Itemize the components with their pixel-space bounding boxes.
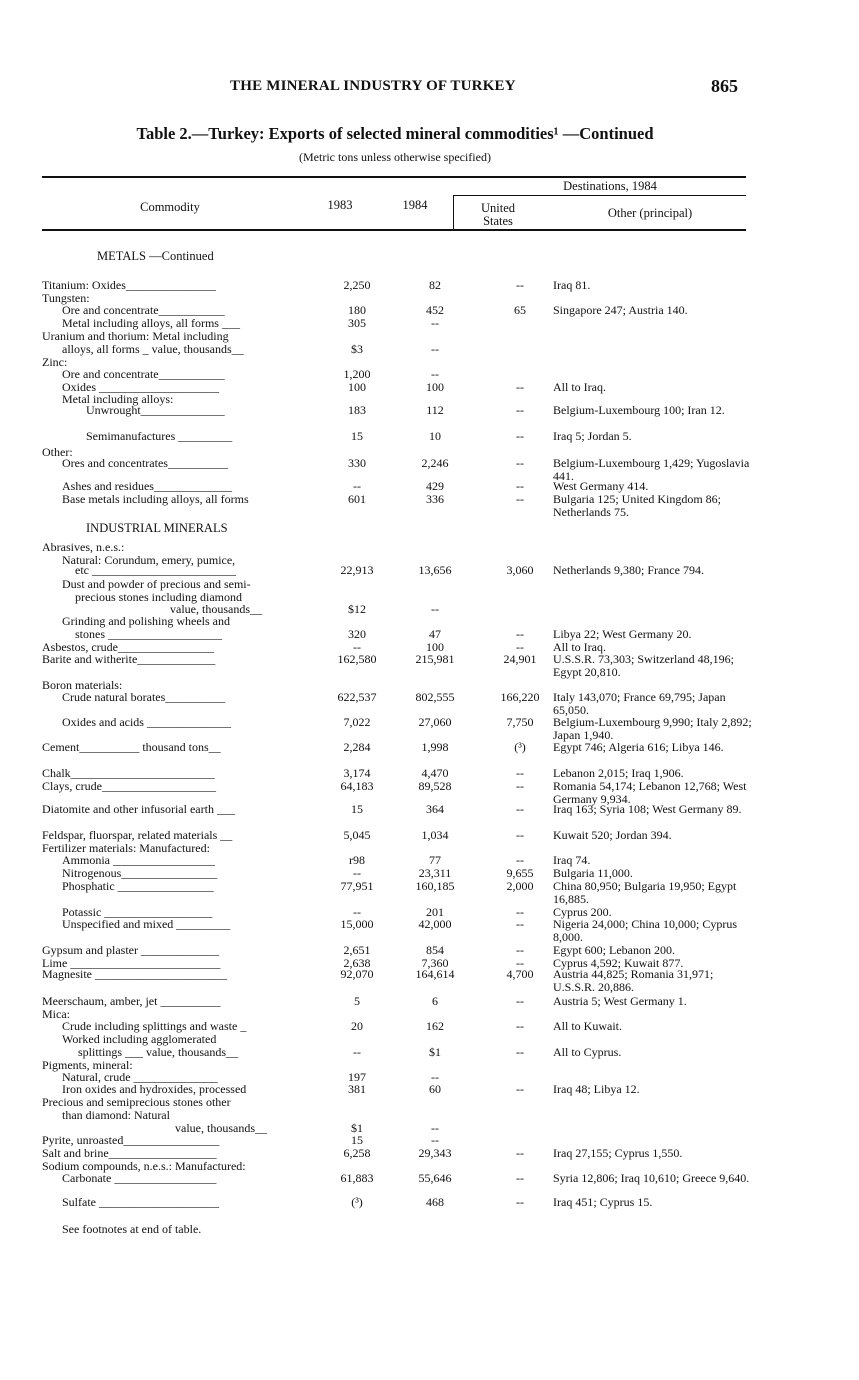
value-1983-cell: $1 [351, 1121, 363, 1135]
other-destinations-cell: Iraq 74. [553, 853, 591, 867]
commodity-cell: Lime _________________________ [42, 956, 221, 970]
value-1984-cell: -- [431, 602, 439, 616]
value-1984-cell: 6 [432, 994, 438, 1008]
value-1983-cell: 601 [348, 492, 366, 506]
value-1983-cell: 7,022 [343, 715, 371, 729]
value-1984-cell: 1,998 [421, 740, 449, 754]
value-1984-cell: 13,656 [418, 563, 452, 577]
other-destinations-cell: Nigeria 24,000; China 10,000; Cyprus 8,000. [553, 917, 737, 944]
us-destination-cell: 166,220 [500, 690, 540, 704]
commodity-cell: Sodium compounds, n.e.s.: Manufactured: [42, 1159, 246, 1173]
value-1984-cell: 100 [426, 640, 444, 654]
commodity-cell: Meerschaum, amber, jet __________ [42, 994, 221, 1008]
value-1983-cell: 320 [348, 627, 366, 641]
header-united: United [480, 201, 516, 215]
value-1984-cell: 47 [429, 627, 441, 641]
other-destinations-cell: U.S.S.R. 73,303; Switzerland 48,196; Egypt 20,810. [553, 652, 735, 679]
other-destinations-cell: Austria 44,825; Romania 31,971; U.S.S.R. 20,886. [553, 967, 714, 994]
commodity-cell: Titanium: Oxides_______________ [42, 278, 216, 292]
value-1983-cell: 22,913 [340, 563, 374, 577]
value-1983-cell: 305 [348, 316, 366, 330]
value-1983-cell: 2,638 [343, 956, 371, 970]
value-1983-cell: 197 [348, 1070, 366, 1084]
table-row [0, 1172, 859, 1186]
value-1984-cell: 336 [426, 492, 444, 506]
us-destination-cell: -- [516, 905, 524, 919]
us-destination-cell: -- [516, 640, 524, 654]
value-1984-cell: -- [431, 316, 439, 330]
value-1984-cell: 10 [429, 429, 441, 443]
us-destination-cell: -- [516, 479, 524, 493]
us-destination-cell: 7,750 [506, 715, 534, 729]
value-1983-cell: 381 [348, 1082, 366, 1096]
commodity-cell: etc ________________________ [75, 563, 236, 577]
section-heading [0, 250, 859, 264]
us-destination-cell: 2,000 [506, 879, 534, 893]
commodity-cell: value, thousands__ [175, 1121, 267, 1135]
footnote: See footnotes at end of table. [62, 1222, 202, 1236]
value-1984-cell: 7,360 [421, 956, 449, 970]
value-1984-cell: 60 [429, 1082, 441, 1096]
us-destination-cell: -- [516, 1146, 524, 1160]
running-head: THE MINERAL INDUSTRY OF TURKEY [230, 78, 516, 94]
commodity-cell: Tungsten: [42, 291, 90, 305]
other-destinations-cell: Iraq 81. [553, 278, 591, 292]
commodity-cell: Metal including alloys: [62, 392, 174, 406]
commodity-cell: METALS —Continued [97, 249, 214, 263]
value-1984-cell: 23,311 [418, 866, 452, 880]
table-row [0, 492, 859, 519]
value-1983-cell: 330 [348, 456, 366, 470]
commodity-cell: Unwrought______________ [86, 403, 225, 417]
other-destinations-cell: Syria 12,806; Iraq 10,610; Greece 9,640. [553, 1171, 750, 1185]
us-destination-cell: -- [516, 1195, 524, 1209]
value-1983-cell: 6,258 [343, 1146, 371, 1160]
table-row [0, 456, 859, 483]
value-1983-cell: -- [353, 640, 361, 654]
commodity-cell: Ore and concentrate___________ [62, 303, 225, 317]
commodity-cell: Mica: [42, 1007, 70, 1021]
other-destinations-cell: Romania 54,174; Lebanon 12,768; West Germany 9,934. [553, 779, 747, 806]
us-destination-cell: -- [516, 994, 524, 1008]
commodity-cell: Precious and semiprecious stones other [42, 1095, 231, 1109]
header-commodity: Commodity [140, 200, 200, 214]
commodity-cell: Cement__________ thousand tons__ [42, 740, 221, 754]
other-destinations-cell: Kuwait 520; Jordan 394. [553, 828, 672, 842]
commodity-cell: Nitrogenous________________ [62, 866, 218, 880]
us-destination-cell: -- [516, 917, 524, 931]
commodity-cell: Metal including alloys, all forms ___ [62, 316, 240, 330]
header-bottom-rule [42, 229, 746, 231]
header-states: States [483, 214, 513, 228]
other-destinations-cell: Iraq 27,155; Cyprus 1,550. [553, 1146, 683, 1160]
table-row [0, 879, 859, 906]
other-destinations-cell: Iraq 451; Cyprus 15. [553, 1195, 653, 1209]
us-destination-cell: -- [516, 403, 524, 417]
value-1984-cell: 2,246 [421, 456, 449, 470]
commodity-cell: stones ___________________ [75, 627, 222, 641]
us-column-divider [453, 196, 454, 230]
other-destinations-cell: Italy 143,070; France 69,795; Japan 65,050. [553, 690, 726, 717]
table-title: Table 2.—Turkey: Exports of selected mineral commodities¹ —Continued [136, 124, 654, 143]
us-destination-cell: 24,901 [503, 652, 537, 666]
us-destination-cell: -- [516, 1171, 524, 1185]
value-1983-cell: -- [353, 905, 361, 919]
value-1984-cell: 802,555 [415, 690, 455, 704]
value-1984-cell: -- [431, 1121, 439, 1135]
value-1984-cell: 164,614 [415, 967, 455, 981]
commodity-cell: Abrasives, n.e.s.: [42, 540, 125, 554]
section-heading [0, 522, 859, 536]
other-destinations-cell: Austria 5; West Germany 1. [553, 994, 687, 1008]
commodity-cell: Base metals including alloys, all forms [62, 492, 249, 506]
other-destinations-cell: Bulgaria 125; United Kingdom 86; Netherlands 75. [553, 492, 721, 519]
value-1984-cell: 29,343 [418, 1146, 452, 1160]
us-destination-cell: -- [516, 766, 524, 780]
other-destinations-cell: All to Cyprus. [553, 1045, 622, 1059]
other-destinations-cell: Cyprus 200. [553, 905, 612, 919]
table-row [0, 652, 859, 679]
table-row [0, 404, 859, 418]
table-row [0, 779, 859, 806]
commodity-cell: Ores and concentrates__________ [62, 456, 228, 470]
commodity-cell: Magnesite ______________________ [42, 967, 227, 981]
table-row [0, 715, 859, 742]
table-row [0, 343, 859, 357]
commodity-cell: Diatomite and other infusorial earth ___ [42, 802, 235, 816]
us-destination-cell: 65 [514, 303, 526, 317]
value-1984-cell: 162 [426, 1019, 444, 1033]
us-destination-cell: -- [516, 1019, 524, 1033]
commodity-cell: Crude including splittings and waste _ [62, 1019, 247, 1033]
value-1984-cell: 160,185 [415, 879, 455, 893]
value-1983-cell: (³) [351, 1195, 363, 1209]
other-destinations-cell: All to Iraq. [553, 640, 606, 654]
us-destination-cell: (³) [514, 740, 526, 754]
value-1984-cell: 112 [426, 403, 444, 417]
commodity-cell: Natural, crude ______________ [62, 1070, 218, 1084]
us-destination-cell: -- [516, 853, 524, 867]
commodity-cell: Oxides ____________________ [62, 380, 219, 394]
commodity-cell: Worked including agglomerated [62, 1032, 217, 1046]
value-1984-cell: 215,981 [415, 652, 455, 666]
value-1984-cell: 1,034 [421, 828, 449, 842]
value-1983-cell: 92,070 [340, 967, 374, 981]
value-1983-cell: 61,883 [340, 1171, 374, 1185]
value-1983-cell: $12 [348, 602, 366, 616]
commodity-cell: Uranium and thorium: Metal including [42, 329, 229, 343]
other-destinations-cell: Libya 22; West Germany 20. [553, 627, 692, 641]
other-destinations-cell: All to Iraq. [553, 380, 606, 394]
commodity-cell: Chalk________________________ [42, 766, 215, 780]
other-destinations-cell: Belgium-Luxembourg 1,429; Yugoslavia 441. [553, 456, 750, 483]
commodity-cell: Phosphatic ________________ [62, 879, 214, 893]
us-destination-cell: 9,655 [506, 866, 534, 880]
other-destinations-cell: Cyprus 4,592; Kuwait 877. [553, 956, 684, 970]
table-row [0, 564, 859, 578]
commodity-cell: Salt and brine__________________ [42, 1146, 217, 1160]
value-1983-cell: -- [353, 479, 361, 493]
table-row [0, 279, 859, 293]
commodity-cell: Semimanufactures _________ [86, 429, 233, 443]
value-1984-cell: 100 [426, 380, 444, 394]
header-destinations: Destinations, 1984 [563, 179, 657, 193]
commodity-cell: splittings ___ value, thousands__ [78, 1045, 238, 1059]
us-destination-cell: -- [516, 429, 524, 443]
table-row [0, 690, 859, 717]
value-1984-cell: -- [431, 1070, 439, 1084]
other-destinations-cell: Lebanon 2,015; Iraq 1,906. [553, 766, 684, 780]
us-destination-cell: 4,700 [506, 967, 534, 981]
top-rule [42, 176, 746, 178]
value-1983-cell: $3 [351, 342, 363, 356]
commodity-cell: Natural: Corundum, emery, pumice, [62, 553, 236, 567]
value-1983-cell: 15 [351, 1133, 363, 1147]
other-destinations-cell: Iraq 48; Libya 12. [553, 1082, 640, 1096]
commodity-cell: Pigments, mineral: [42, 1058, 133, 1072]
commodity-cell: Grinding and polishing wheels and [62, 614, 230, 628]
value-1983-cell: 77,951 [340, 879, 374, 893]
commodity-cell: Clays, crude___________________ [42, 779, 216, 793]
us-destination-cell: -- [516, 278, 524, 292]
other-destinations-cell: Belgium-Luxembourg 9,990; Italy 2,892; Japan 1,940. [553, 715, 752, 742]
us-destination-cell: -- [516, 779, 524, 793]
value-1983-cell: 15 [351, 802, 363, 816]
value-1983-cell: 15 [351, 429, 363, 443]
page-number: 865 [711, 76, 738, 96]
commodity-cell: Pyrite, unroasted________________ [42, 1133, 220, 1147]
other-destinations-cell: Singapore 247; Austria 140. [553, 303, 688, 317]
us-destination-cell: -- [516, 943, 524, 957]
table-row [0, 917, 859, 944]
value-1983-cell: 1,200 [343, 367, 371, 381]
commodity-cell: Ashes and residues_____________ [62, 479, 232, 493]
other-destinations-cell: Netherlands 9,380; France 794. [553, 563, 704, 577]
commodity-cell: Dust and powder of precious and semi- [62, 577, 251, 591]
commodity-cell: Fertilizer materials: Manufactured: [42, 841, 210, 855]
value-1984-cell: 42,000 [418, 917, 452, 931]
table-row [0, 803, 859, 817]
header-1983: 1983 [327, 198, 353, 212]
commodity-cell: INDUSTRIAL MINERALS [86, 521, 228, 535]
value-1983-cell: 180 [348, 303, 366, 317]
table-row [0, 1109, 859, 1123]
value-1984-cell: 89,528 [418, 779, 452, 793]
commodity-cell: alloys, all forms _ value, thousands__ [62, 342, 244, 356]
commodity-cell: Barite and witherite_____________ [42, 652, 216, 666]
commodity-cell: Unspecified and mixed _________ [62, 917, 231, 931]
commodity-cell: Ammonia _________________ [62, 853, 215, 867]
other-destinations-cell: Bulgaria 11,000. [553, 866, 633, 880]
value-1984-cell: 854 [426, 943, 444, 957]
value-1984-cell: 429 [426, 479, 444, 493]
value-1983-cell: 5,045 [343, 828, 371, 842]
value-1984-cell: -- [431, 1133, 439, 1147]
commodity-cell: Other: [42, 445, 73, 459]
us-destination-cell: 3,060 [506, 563, 534, 577]
other-destinations-cell: Egypt 600; Lebanon 200. [553, 943, 675, 957]
other-destinations-cell: China 80,950; Bulgaria 19,950; Egypt 16,885. [553, 879, 737, 906]
commodity-cell: Carbonate _________________ [62, 1171, 217, 1185]
value-1983-cell: 5 [354, 994, 360, 1008]
commodity-cell: Oxides and acids ______________ [62, 715, 231, 729]
us-destination-cell: -- [516, 456, 524, 470]
commodity-cell: Ore and concentrate___________ [62, 367, 225, 381]
us-destination-cell: -- [516, 492, 524, 506]
commodity-cell: value, thousands__ [170, 602, 262, 616]
commodity-cell: Potassic __________________ [62, 905, 213, 919]
us-destination-cell: -- [516, 802, 524, 816]
destinations-rule [453, 195, 746, 196]
value-1984-cell: 55,646 [418, 1171, 452, 1185]
other-destinations-cell: Iraq 163; Syria 108; West Germany 89. [553, 802, 742, 816]
commodity-cell: Boron materials: [42, 678, 123, 692]
commodity-cell: than diamond: Natural [62, 1108, 170, 1122]
us-destination-cell: -- [516, 828, 524, 842]
value-1984-cell: 4,470 [421, 766, 449, 780]
value-1984-cell: 77 [429, 853, 441, 867]
value-1983-cell: 2,284 [343, 740, 371, 754]
commodity-cell: Asbestos, crude________________ [42, 640, 214, 654]
value-1983-cell: r98 [349, 853, 365, 867]
value-1984-cell: 452 [426, 303, 444, 317]
commodity-cell: Sulfate ____________________ [62, 1195, 219, 1209]
table-row [0, 430, 859, 444]
value-1983-cell: 15,000 [340, 917, 374, 931]
commodity-cell: Crude natural borates__________ [62, 690, 226, 704]
commodity-cell: Feldspar, fluorspar, related materials __ [42, 828, 233, 842]
table-row [0, 1196, 859, 1210]
value-1983-cell: 3,174 [343, 766, 371, 780]
commodity-cell: Gypsum and plaster _____________ [42, 943, 219, 957]
value-1983-cell: 2,250 [343, 278, 371, 292]
other-destinations-cell: Egypt 746; Algeria 616; Libya 146. [553, 740, 724, 754]
table-subtitle: (Metric tons unless otherwise specified) [299, 150, 491, 164]
value-1983-cell: 183 [348, 403, 366, 417]
table-row [0, 967, 859, 994]
table-row [0, 741, 859, 755]
value-1983-cell: 100 [348, 380, 366, 394]
value-1983-cell: 2,651 [343, 943, 371, 957]
value-1984-cell: -- [431, 367, 439, 381]
other-destinations-cell: All to Kuwait. [553, 1019, 622, 1033]
value-1984-cell: 201 [426, 905, 444, 919]
value-1983-cell: 622,537 [337, 690, 377, 704]
commodity-cell: Iron oxides and hydroxides, processed [62, 1082, 247, 1096]
header-1984: 1984 [402, 198, 428, 212]
value-1984-cell: 27,060 [418, 715, 452, 729]
us-destination-cell: -- [516, 956, 524, 970]
value-1983-cell: 64,183 [340, 779, 374, 793]
us-destination-cell: -- [516, 380, 524, 394]
value-1984-cell: -- [431, 342, 439, 356]
value-1983-cell: 20 [351, 1019, 363, 1033]
us-destination-cell: -- [516, 1045, 524, 1059]
us-destination-cell: -- [516, 1082, 524, 1096]
us-destination-cell: -- [516, 627, 524, 641]
value-1984-cell: 468 [426, 1195, 444, 1209]
value-1984-cell: 364 [426, 802, 444, 816]
value-1983-cell: -- [353, 866, 361, 880]
other-destinations-cell: West Germany 414. [553, 479, 649, 493]
value-1984-cell: 82 [429, 278, 441, 292]
value-1983-cell: 162,580 [337, 652, 377, 666]
value-1983-cell: -- [353, 1045, 361, 1059]
value-1984-cell: $1 [429, 1045, 441, 1059]
other-destinations-cell: Belgium-Luxembourg 100; Iran 12. [553, 403, 725, 417]
other-destinations-cell: Iraq 5; Jordan 5. [553, 429, 632, 443]
commodity-cell: Zinc: [42, 355, 68, 369]
table-row [0, 995, 859, 1009]
header-other: Other (principal) [607, 206, 693, 220]
commodity-cell: precious stones including diamond [75, 590, 242, 604]
